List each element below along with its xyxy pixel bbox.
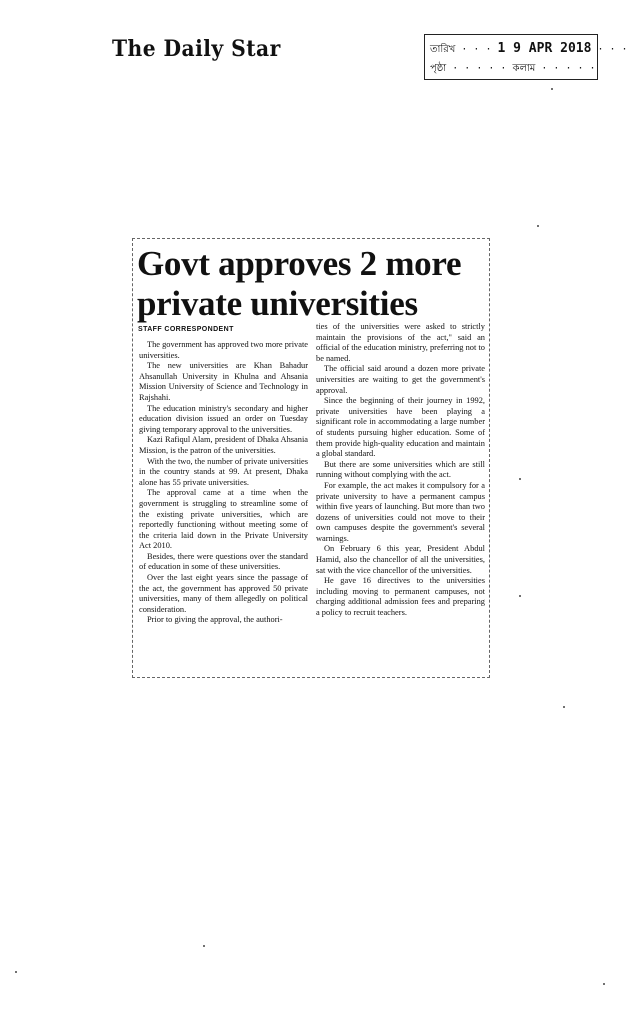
newspaper-masthead: The Daily Star — [112, 36, 281, 62]
paragraph: The government has approved two more private universities. — [139, 340, 308, 360]
paragraph: Over the last eight years since the passage of the act, the government has approved 50 private universities, many of them allegedly on political consideration. — [139, 573, 308, 614]
stamp-date-row: তারিখ · · · 1 9 APR 2018 · · · — [430, 41, 628, 56]
scan-speck — [537, 225, 539, 227]
article-headline — [137, 244, 485, 324]
paragraph: Besides, there were questions over the standard of education in some of these universities. — [139, 551, 308, 572]
paragraph: Since the beginning of their journey in 1992, private universities have been playing a significant role in accommodating a large number of students pursuing higher education. Some of them provide high-quality education and maintain a global standard. — [316, 396, 485, 459]
paragraph: The new universities are Khan Bahadur Ahsanullah University in Khulna and Ahsania Mission University of Science and Technology in Rajshahi. — [139, 361, 308, 402]
paragraph: For example, the act makes it compulsory for a private university to have a permanent campus within five years of launching. But more than two dozens of universities could not move to their own campuses despite the government's several warnings. — [316, 480, 485, 543]
scan-speck — [203, 945, 205, 947]
paragraph: The official said around a dozen more private universities are waiting to get the government's approval. — [316, 364, 485, 395]
article-byline: STAFF CORRESPONDENT — [138, 326, 234, 333]
stamp-column-label: কলাম — [512, 63, 536, 74]
paragraph: Prior to giving the approval, the authori- — [147, 615, 283, 625]
stamp-date-label: তারিখ — [430, 44, 456, 55]
scan-speck — [603, 983, 605, 985]
paragraph: ties of the universities were asked to strictly maintain the provisions of the act," said an official of the education ministry, preferring not to be named. — [316, 322, 485, 363]
article-column-left — [139, 340, 308, 626]
date-stamp — [424, 34, 628, 80]
scan-speck — [519, 478, 521, 480]
paragraph: The education ministry's secondary and higher education division issued an order on Tuesday giving temporary approval to the universities. — [139, 403, 308, 434]
paragraph: Kazi Rafiqul Alam, president of Dhaka Ahsania Mission, is the patron of the universities. — [139, 435, 308, 455]
article-column-right — [316, 322, 485, 619]
stamp-date: 1 9 APR 2018 — [497, 41, 592, 56]
headline-line-2: private universities — [137, 284, 418, 323]
scan-speck — [551, 88, 553, 90]
headline-line-1: Govt approves 2 more — [137, 244, 462, 283]
paragraph: He gave 16 directives to the universities including moving to permanent campuses, not charging additional admission fees and preparing a policy to recruit teachers. — [316, 576, 485, 618]
scan-speck — [563, 706, 565, 708]
stamp-page-label: পৃষ্ঠা — [430, 63, 447, 74]
paragraph: On February 6 this year, President Abdul Hamid, also the chancellor of all the universities, sat with the vice chancellor of the universities. — [316, 544, 485, 575]
paragraph: The approval came at a time when the government is struggling to streamline some of the existing private universities, which are reportedly functioning without meeting some of the criteria laid down in the Private University Act 2010. — [139, 488, 308, 551]
stamp-page-row: পৃষ্ঠা · · · · · কলাম · · · · · — [430, 63, 596, 74]
scan-speck — [519, 595, 521, 597]
paragraph: With the two, the number of private universities in the country stands at 99. At present, Dhaka alone has 55 private universities. — [139, 456, 308, 487]
paragraph: But there are some universities which are still running without complying with the act. — [316, 459, 485, 480]
scan-speck — [15, 971, 17, 973]
